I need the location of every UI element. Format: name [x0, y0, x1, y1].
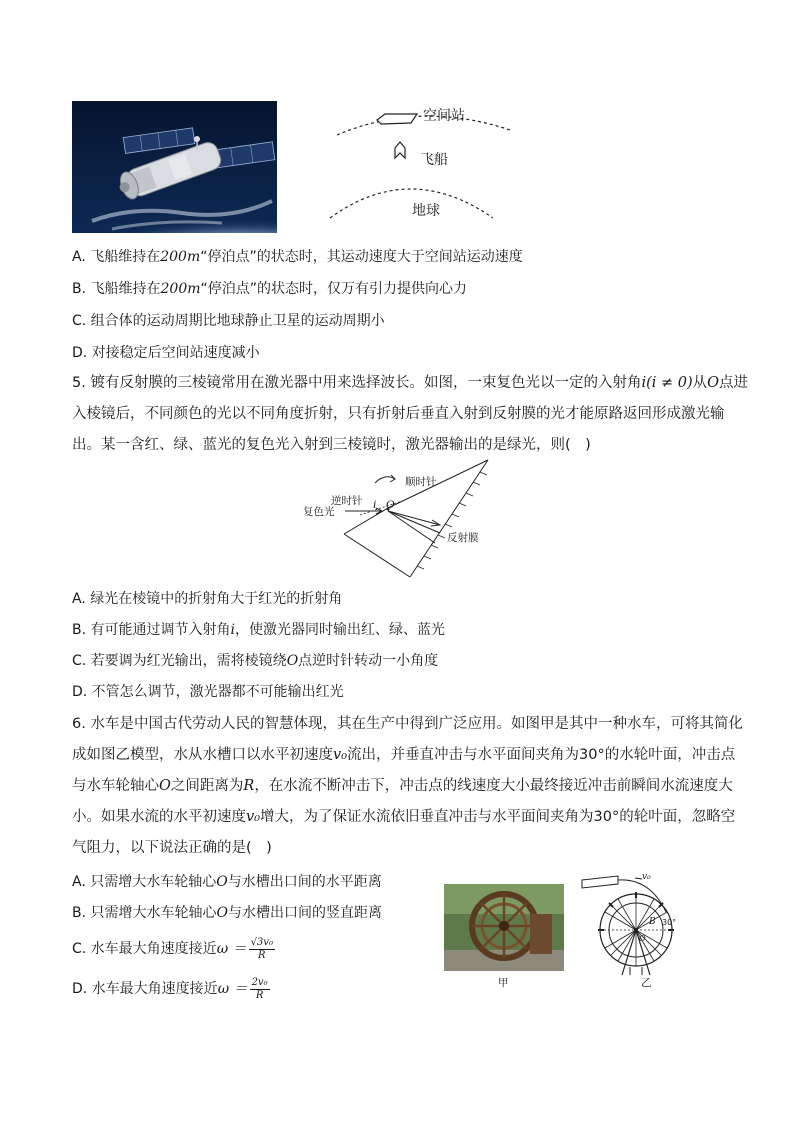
q4-option-c: C. 组合体的运动周期比地球静止卫星的运动周期小 [72, 313, 385, 329]
fig-o-label: O [639, 934, 646, 943]
counterclockwise-label: 逆时针 [331, 495, 363, 507]
caption-yi: 乙 [641, 977, 652, 989]
omega-fraction-c: $\frac{\text{√3v₀}}{R}$ [250, 936, 273, 961]
q6-stem-line1: 6. 水车是中国古代劳动人民的智慧体现，其在生产中得到广泛应用。如图甲是其中一种水车，可将其简化 [72, 716, 743, 732]
station-icon [377, 114, 417, 124]
q6-stem-line4: 小。如果水流的水平初速度v₀增大，为了保证水流依旧垂直冲击与水平面间夹角为30°的轮叶面，忽略空 [72, 809, 736, 825]
clockwise-label: 顺时针 [405, 476, 437, 488]
prism-diagram [300, 455, 500, 585]
q4-option-a: A. 飞船维持在200m“停泊点”的状态时，其运动速度大于空间站运动速度 [72, 249, 523, 265]
q6-option-c: C. 水车最大角速度接近ω ＝ $\frac{\text{√3v₀}}{R}$ [72, 936, 273, 961]
q6-option-d: D. 水车最大角速度接近ω ＝ $\frac{\text{2v₀}}{R}$ [72, 976, 268, 1001]
q6-option-a: A. 只需增大水车轮轴心O与水槽出口间的水平距离 [72, 874, 382, 890]
reflective-film-label: 反射膜 [447, 532, 479, 544]
q6-stem-line5: 气阻力，以下说法正确的是( ) [72, 840, 272, 856]
composite-light-label: 复色光 [303, 506, 335, 518]
station-label: 空间站 [423, 108, 465, 124]
q5-stem-line2: 入棱镜后，不同颜色的光以不同角度折射，只有折射后垂直入射到反射膜的光才能原路返回形成激光输 [72, 406, 725, 422]
fig-b-label: B [649, 917, 656, 927]
q6-stem-line3: 与水车轮轴心O之间距离为R，在水流不断冲击下，冲击点的线速度大小最终接近冲击前瞬间水流速度大 [72, 778, 733, 794]
q5-option-d: D. 不管怎么调节，激光器都不可能输出红光 [72, 684, 344, 700]
q5-option-c: C. 若要调为红光输出，需将棱镜绕O点逆时针转动一小角度 [72, 653, 439, 669]
ship-icon [395, 142, 405, 158]
earth-label: 地球 [412, 203, 440, 219]
omega-fraction-d: $\frac{\text{2v₀}}{R}$ [251, 976, 268, 1001]
q5-option-b: B. 有可能通过调节入射角i，使激光器同时输出红、绿、蓝光 [72, 622, 445, 638]
caption-jia: 甲 [498, 977, 509, 989]
q6-option-b: B. 只需增大水车轮轴心O与水槽出口间的竖直距离 [72, 905, 382, 921]
q4-option-b: B. 飞船维持在200m“停泊点”的状态时，仅万有引力提供向心力 [72, 281, 468, 297]
fig-v0-label: v₀ [642, 872, 651, 882]
space-station-illustration [72, 101, 277, 233]
water-wheel-photo-svg [444, 884, 564, 971]
q6-stem-line2: 成如图乙模型，水从水槽口以水平初速度v₀流出，并垂直冲击与水平面间夹角为30°的水轮叶面，冲击点 [72, 747, 736, 763]
space-station-photo [72, 101, 277, 233]
prism-diagram-svg [300, 455, 500, 585]
angle-i-label: i [373, 499, 377, 511]
water-wheel-photo [444, 884, 564, 971]
point-o-label: O [386, 499, 395, 511]
q5-option-a: A. 绿光在棱镜中的折射角大于红光的折射角 [72, 591, 343, 607]
ship-label: 飞船 [420, 152, 448, 168]
q5-stem-line1: 5. 镀有反射膜的三棱镜常用在激光器中用来选择波长。如图，一束复色光以一定的入射角i(i ≠ 0)从O点进 [72, 375, 749, 391]
fig-30-label: 30° [662, 918, 677, 927]
q5-stem-line3: 出。某一含红、绿、蓝光的复色光入射到三棱镜时，激光器输出的是绿光，则( ) [72, 437, 591, 453]
q4-option-d: D. 对接稳定后空间站速度减小 [72, 345, 260, 361]
